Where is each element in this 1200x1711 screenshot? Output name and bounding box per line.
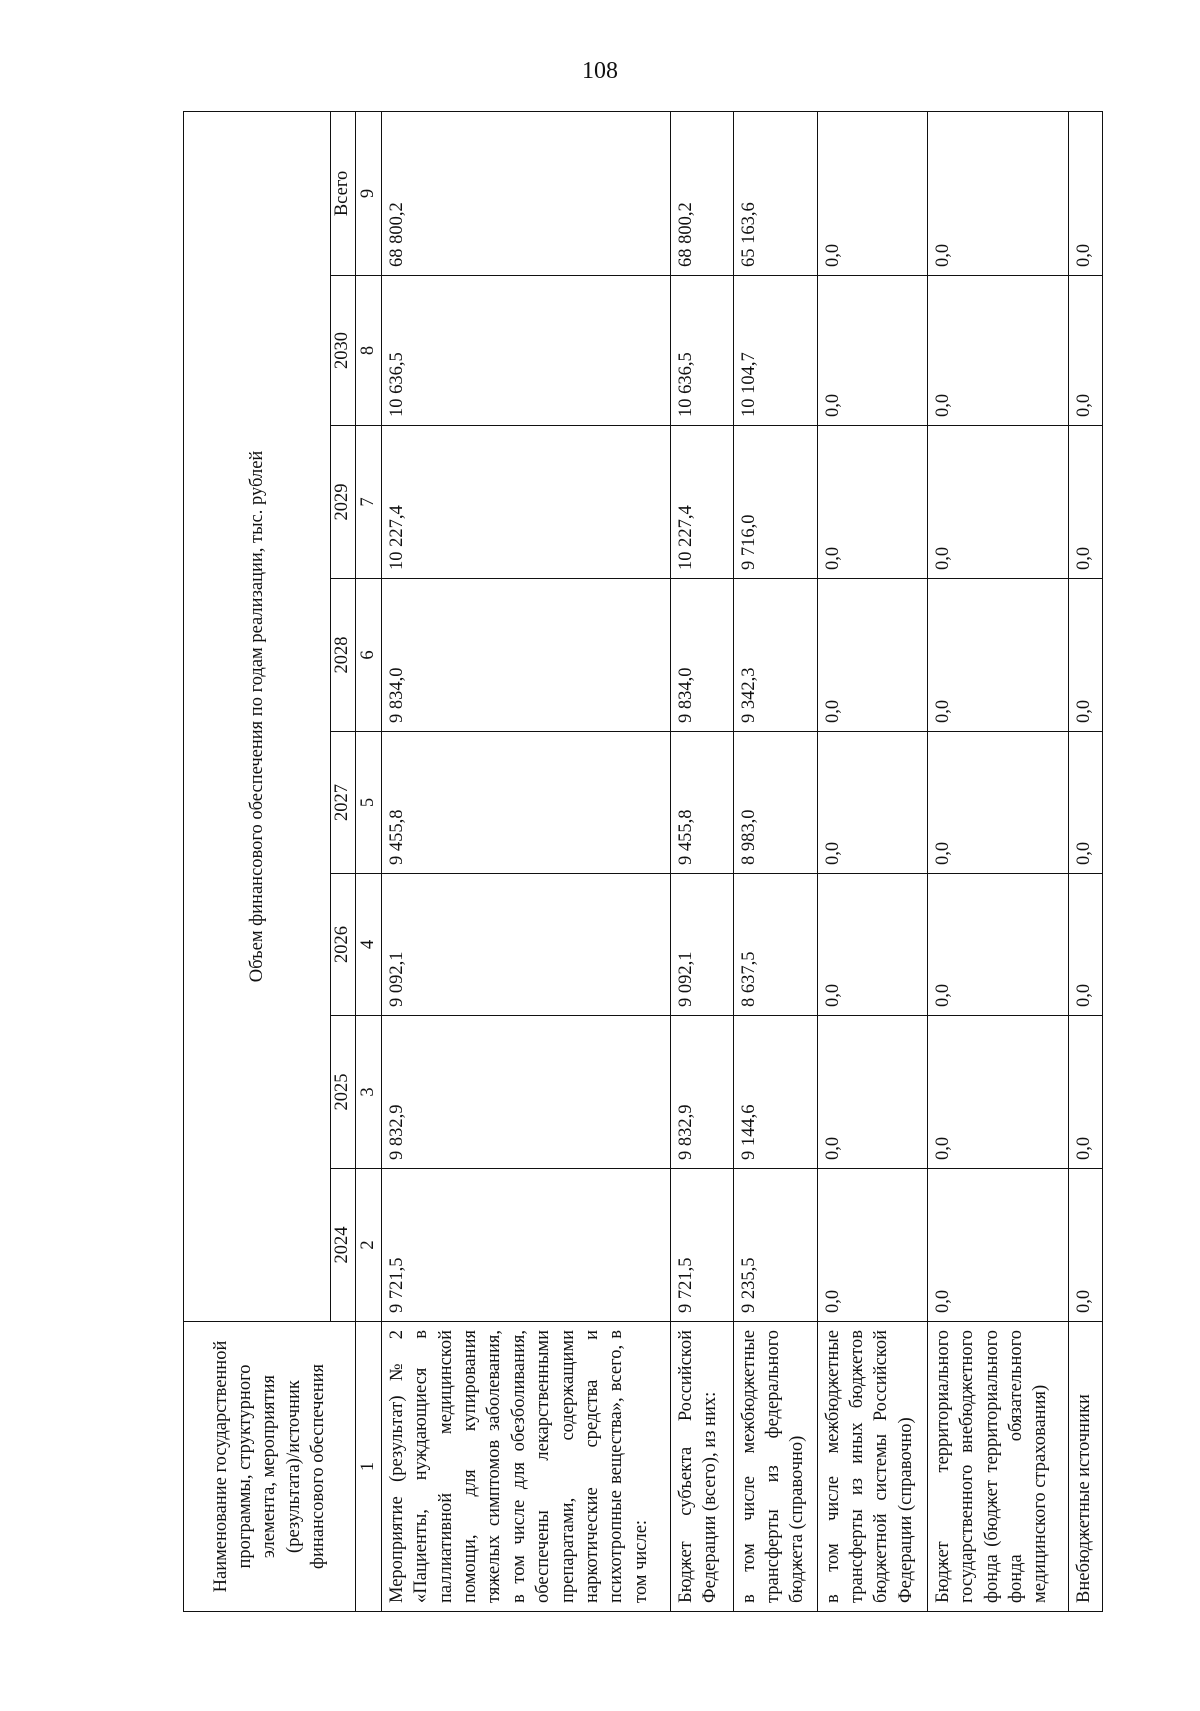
cell-value: 0,0 bbox=[817, 874, 927, 1016]
cell-value: 9 721,5 bbox=[670, 1169, 733, 1322]
cell-value: 9 834,0 bbox=[381, 579, 670, 732]
row-label: Бюджет территориального государственного внебюджетного фонда (бюджет территориального фонда обязательного медицинского страхования) bbox=[927, 1322, 1069, 1612]
cell-value: 0,0 bbox=[817, 276, 927, 426]
cell-value: 10 227,4 bbox=[670, 426, 733, 579]
rotated-table-container bbox=[183, 112, 1103, 1612]
cell-value: 9 834,0 bbox=[670, 579, 733, 732]
header-name-column: Наименование государственной программы, структурного элемента, мероприятия (результата)/источник финансового обеспечения bbox=[184, 1322, 356, 1612]
cell-value: 10 104,7 bbox=[733, 276, 817, 426]
cell-value: 0,0 bbox=[1069, 874, 1103, 1016]
header-year: 2029 bbox=[330, 426, 355, 579]
cell-value: 0,0 bbox=[1069, 276, 1103, 426]
cell-value: 9 144,6 bbox=[733, 1016, 817, 1169]
cell-value: 0,0 bbox=[817, 111, 927, 275]
header-total: Всего bbox=[330, 111, 355, 275]
column-number: 7 bbox=[356, 426, 381, 579]
header-year: 2030 bbox=[330, 276, 355, 426]
cell-value: 9 235,5 bbox=[733, 1169, 817, 1322]
table-row bbox=[733, 111, 817, 1611]
cell-value: 10 227,4 bbox=[381, 426, 670, 579]
cell-value: 0,0 bbox=[1069, 426, 1103, 579]
cell-value: 9 721,5 bbox=[381, 1169, 670, 1322]
header-volume: Объем финансового обеспечения по годам реализации, тыс. рублей bbox=[184, 111, 331, 1321]
table-row bbox=[381, 111, 670, 1611]
cell-value: 65 163,6 bbox=[733, 111, 817, 275]
row-label: Внебюджетные источники bbox=[1069, 1322, 1103, 1612]
cell-value: 10 636,5 bbox=[381, 276, 670, 426]
column-number: 8 bbox=[356, 276, 381, 426]
column-number: 1 bbox=[356, 1322, 381, 1612]
row-label: Мероприятие (результат) № 2 «Пациенты, нуждающиеся в паллиативной медицинской помощи, для купирования тяжелых симптомов заболевания, в том числе для обезболивания, обеспечены лекарственными препаратами, содержащими наркотические средства и психотропные вещества», всего, в том числе: bbox=[381, 1322, 670, 1612]
row-label: в том числе межбюджетные трансферты из иных бюджетов бюджетной системы Российской Федерации (справочно) bbox=[817, 1322, 927, 1612]
cell-value: 9 455,8 bbox=[670, 732, 733, 874]
cell-value: 0,0 bbox=[1069, 111, 1103, 275]
header-year: 2026 bbox=[330, 874, 355, 1016]
cell-value: 0,0 bbox=[927, 426, 1069, 579]
cell-value: 0,0 bbox=[927, 732, 1069, 874]
cell-value: 9 092,1 bbox=[381, 874, 670, 1016]
cell-value: 68 800,2 bbox=[381, 111, 670, 275]
cell-value: 0,0 bbox=[927, 1169, 1069, 1322]
column-number: 2 bbox=[356, 1169, 381, 1322]
cell-value: 68 800,2 bbox=[670, 111, 733, 275]
header-year: 2027 bbox=[330, 732, 355, 874]
cell-value: 0,0 bbox=[817, 1016, 927, 1169]
column-number: 3 bbox=[356, 1016, 381, 1169]
header-year: 2025 bbox=[330, 1016, 355, 1169]
cell-value: 0,0 bbox=[1069, 1169, 1103, 1322]
row-label: Бюджет субъекта Российской Федерации (всего), из них: bbox=[670, 1322, 733, 1612]
header-year: 2024 bbox=[330, 1169, 355, 1322]
table-row bbox=[817, 111, 927, 1611]
cell-value: 0,0 bbox=[927, 276, 1069, 426]
cell-value: 0,0 bbox=[817, 579, 927, 732]
column-number: 9 bbox=[356, 111, 381, 275]
cell-value: 0,0 bbox=[927, 111, 1069, 275]
page-number: 108 bbox=[582, 58, 618, 84]
cell-value: 10 636,5 bbox=[670, 276, 733, 426]
cell-value: 0,0 bbox=[817, 426, 927, 579]
cell-value: 0,0 bbox=[927, 874, 1069, 1016]
table-row bbox=[927, 111, 1069, 1611]
column-number: 4 bbox=[356, 874, 381, 1016]
cell-value: 9 455,8 bbox=[381, 732, 670, 874]
row-label: в том числе межбюджетные трансферты из федерального бюджета (справочно) bbox=[733, 1322, 817, 1612]
cell-value: 9 832,9 bbox=[381, 1016, 670, 1169]
cell-value: 0,0 bbox=[817, 1169, 927, 1322]
financing-table bbox=[183, 111, 1103, 1612]
column-number: 6 bbox=[356, 579, 381, 732]
cell-value: 0,0 bbox=[1069, 732, 1103, 874]
cell-value: 8 637,5 bbox=[733, 874, 817, 1016]
header-year: 2028 bbox=[330, 579, 355, 732]
cell-value: 0,0 bbox=[927, 1016, 1069, 1169]
cell-value: 0,0 bbox=[1069, 1016, 1103, 1169]
cell-value: 0,0 bbox=[927, 579, 1069, 732]
cell-value: 0,0 bbox=[817, 732, 927, 874]
cell-value: 9 092,1 bbox=[670, 874, 733, 1016]
cell-value: 9 716,0 bbox=[733, 426, 817, 579]
cell-value: 8 983,0 bbox=[733, 732, 817, 874]
cell-value: 0,0 bbox=[1069, 579, 1103, 732]
cell-value: 9 832,9 bbox=[670, 1016, 733, 1169]
table-row bbox=[1069, 111, 1103, 1611]
column-number: 5 bbox=[356, 732, 381, 874]
cell-value: 9 342,3 bbox=[733, 579, 817, 732]
table-row bbox=[670, 111, 733, 1611]
